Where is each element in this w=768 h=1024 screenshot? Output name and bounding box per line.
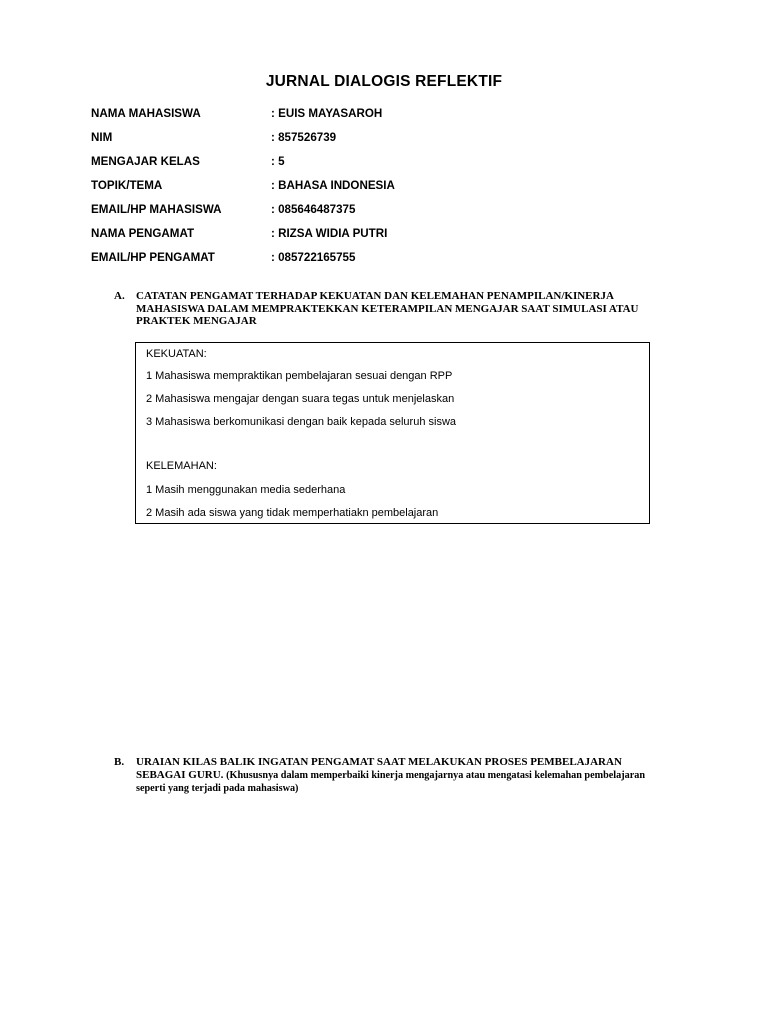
kekuatan-item: 1 Mahasiswa mempraktikan pembelajaran sesuai dengan RPP <box>146 370 453 382</box>
info-label: NIM <box>91 130 113 144</box>
section-text-wrap <box>136 756 674 796</box>
section-subtext: (Khususnya dalam memperbaiki kinerja mengajarnya atau mengatasi kelemahan pembelajaran seperti yang terjadi pada mahasiswa) <box>136 769 645 794</box>
info-row-nim <box>91 125 395 149</box>
section-a-heading <box>114 290 664 328</box>
info-label: TOPIK/TEMA <box>91 178 163 192</box>
kelemahan-heading: KELEMAHAN: <box>146 460 217 472</box>
info-row-email-mahasiswa <box>91 197 395 221</box>
info-value: : 857526739 <box>271 130 337 144</box>
section-b-heading <box>114 756 674 796</box>
kekuatan-item: 2 Mahasiswa mengajar dengan suara tegas untuk menjelaskan <box>146 393 455 405</box>
info-row-topik-tema <box>91 173 395 197</box>
info-value: : 5 <box>271 154 285 168</box>
info-label: NAMA PENGAMAT <box>91 226 195 240</box>
page-title: JURNAL DIALOGIS REFLEKTIF <box>265 73 503 90</box>
section-text: URAIAN KILAS BALIK INGATAN PENGAMAT SAAT MELAKUKAN PROSES PEMBELAJARAN SEBAGAI GURU. <box>136 756 622 781</box>
section-text: CATATAN PENGAMAT TERHADAP KEKUATAN DAN KELEMAHAN PENAMPILAN/KINERJA MAHASISWA DALAM MEMPRAKTEKKAN KETERAMPILAN MENGAJAR SAAT SIMULASI ATAU PRAKTEK MENGAJAR <box>136 290 639 327</box>
info-label: MENGAJAR KELAS <box>91 154 200 168</box>
info-value: : BAHASA INDONESIA <box>271 178 395 192</box>
info-value: : RIZSA WIDIA PUTRI <box>271 226 388 240</box>
kelemahan-item: 2 Masih ada siswa yang tidak memperhatiakn pembelajaran <box>146 507 439 519</box>
info-label: EMAIL/HP PENGAMAT <box>91 250 215 264</box>
info-row-mengajar-kelas <box>91 149 395 173</box>
info-row-nama-pengamat <box>91 221 395 245</box>
section-letter: A. <box>114 290 125 302</box>
info-label: EMAIL/HP MAHASISWA <box>91 202 222 216</box>
kekuatan-item: 3 Mahasiswa berkomunikasi dengan baik kepada seluruh siswa <box>146 416 457 428</box>
observation-box <box>135 342 650 524</box>
info-row-nama-mahasiswa <box>91 101 395 125</box>
info-value: : EUIS MAYASAROH <box>271 106 383 120</box>
student-info <box>91 101 395 269</box>
info-value: : 085646487375 <box>271 202 356 216</box>
info-value: : 085722165755 <box>271 250 356 264</box>
kelemahan-item: 1 Masih menggunakan media sederhana <box>146 484 346 496</box>
section-letter: B. <box>114 756 125 768</box>
kekuatan-heading: KEKUATAN: <box>146 348 207 360</box>
info-row-email-pengamat <box>91 245 395 269</box>
info-label: NAMA MAHASISWA <box>91 106 201 120</box>
